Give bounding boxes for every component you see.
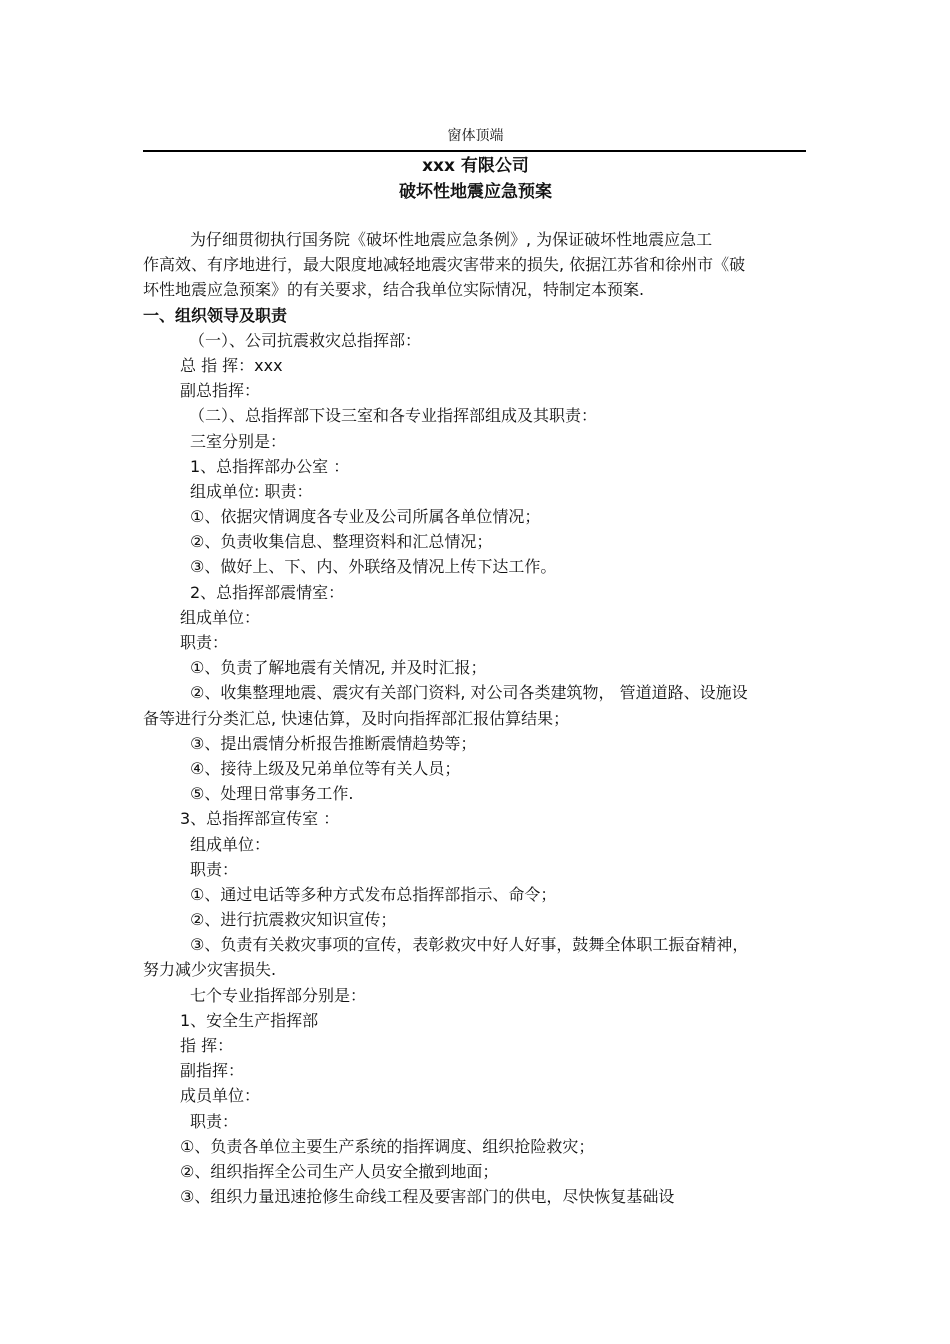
text-line: 组成单位： — [190, 834, 271, 854]
text-line: 1、总指挥部办公室 ： — [190, 456, 350, 476]
company-title: xxx 有限公司 — [422, 156, 529, 176]
text-line: 成员单位： — [180, 1086, 261, 1106]
text-line: ③、组织力量迅速抢修生命线工程及要害部门的供电，尽快恢复基础设 — [180, 1187, 675, 1207]
text-line: ⑤、处理日常事务工作. — [190, 784, 354, 804]
text-line: 副指挥： — [180, 1061, 245, 1081]
text-line: （二）、总指挥部下设三室和各专业指挥部组成及其职责： — [189, 406, 598, 426]
text-line: 总 指 挥：xxx — [180, 355, 283, 375]
text-line: 作高效、有序地进行，最大限度地减轻地震灾害带来的损失, 依据江苏省和徐州市《破 — [143, 255, 746, 275]
text-line: 备等进行分类汇总, 快速估算，及时向指挥部汇报估算结果； — [143, 708, 570, 728]
text-line: 职责： — [180, 633, 229, 652]
text-line: 1、安全生产指挥部 — [180, 1010, 319, 1030]
top-divider — [143, 150, 806, 152]
section-heading: 一、组织领导及职责 — [143, 305, 288, 325]
text-line: ②、收集整理地震、震灾有关部门资料, 对公司各类建筑物， 管道道路、设施设 — [190, 683, 748, 703]
text-line: 副总指挥： — [180, 381, 261, 401]
text-line: ②、组织指挥全公司生产人员安全撤到地面； — [180, 1161, 499, 1181]
text-line: 七个专业指挥部分别是： — [190, 985, 367, 1005]
text-line: ①、通过电话等多种方式发布总指挥部指示、命令； — [190, 884, 557, 904]
text-line: 三室分别是： — [190, 431, 287, 451]
text-line: ③、做好上、下、内、外联络及情况上传下达工作。 — [190, 557, 557, 577]
text-line: ③、负责有关救灾事项的宣传，表彰救灾中好人好事，鼓舞全体职工振奋精神， — [190, 935, 749, 955]
text-line: 组成单位: 职责： — [190, 481, 313, 501]
text-line: ②、负责收集信息、整理资料和汇总情况； — [190, 532, 493, 552]
text-line: 职责： — [190, 859, 239, 879]
text-line: ①、负责各单位主要生产系统的指挥调度、组织抢险救灾； — [180, 1136, 595, 1156]
text-line: ①、依据灾情调度各专业及公司所属各单位情况； — [190, 507, 541, 527]
text-line: ③、提出震情分析报告推断震情趋势等； — [190, 733, 477, 753]
text-line: ①、负责了解地震有关情况, 并及时汇报； — [190, 658, 487, 678]
text-line: （一）、公司抗震救灾总指挥部： — [189, 330, 422, 350]
text-line: ④、接待上级及兄弟单位等有关人员； — [190, 758, 461, 778]
document-title: 破坏性地震应急预案 — [399, 182, 552, 202]
text-line: 组成单位： — [180, 607, 261, 627]
text-line: 职责： — [190, 1111, 239, 1131]
text-line: 为仔细贯彻执行国务院《破坏性地震应急条例》, 为保证破坏性地震应急工 — [190, 230, 713, 249]
text-line: 2、总指挥部震情室： — [190, 582, 345, 602]
text-line: 3、总指挥部宣传室 ： — [180, 809, 340, 829]
text-line: 努力减少灾害损失. — [143, 960, 277, 980]
document-body — [143, 227, 808, 1209]
text-line: 指 挥： — [180, 1036, 234, 1055]
form-top-label: 窗体顶端 — [447, 128, 504, 144]
text-line: 坏性地震应急预案》的有关要求，结合我单位实际情况，特制定本预案. — [143, 280, 645, 300]
text-line: ②、进行抗震救灾知识宣传； — [190, 910, 397, 930]
